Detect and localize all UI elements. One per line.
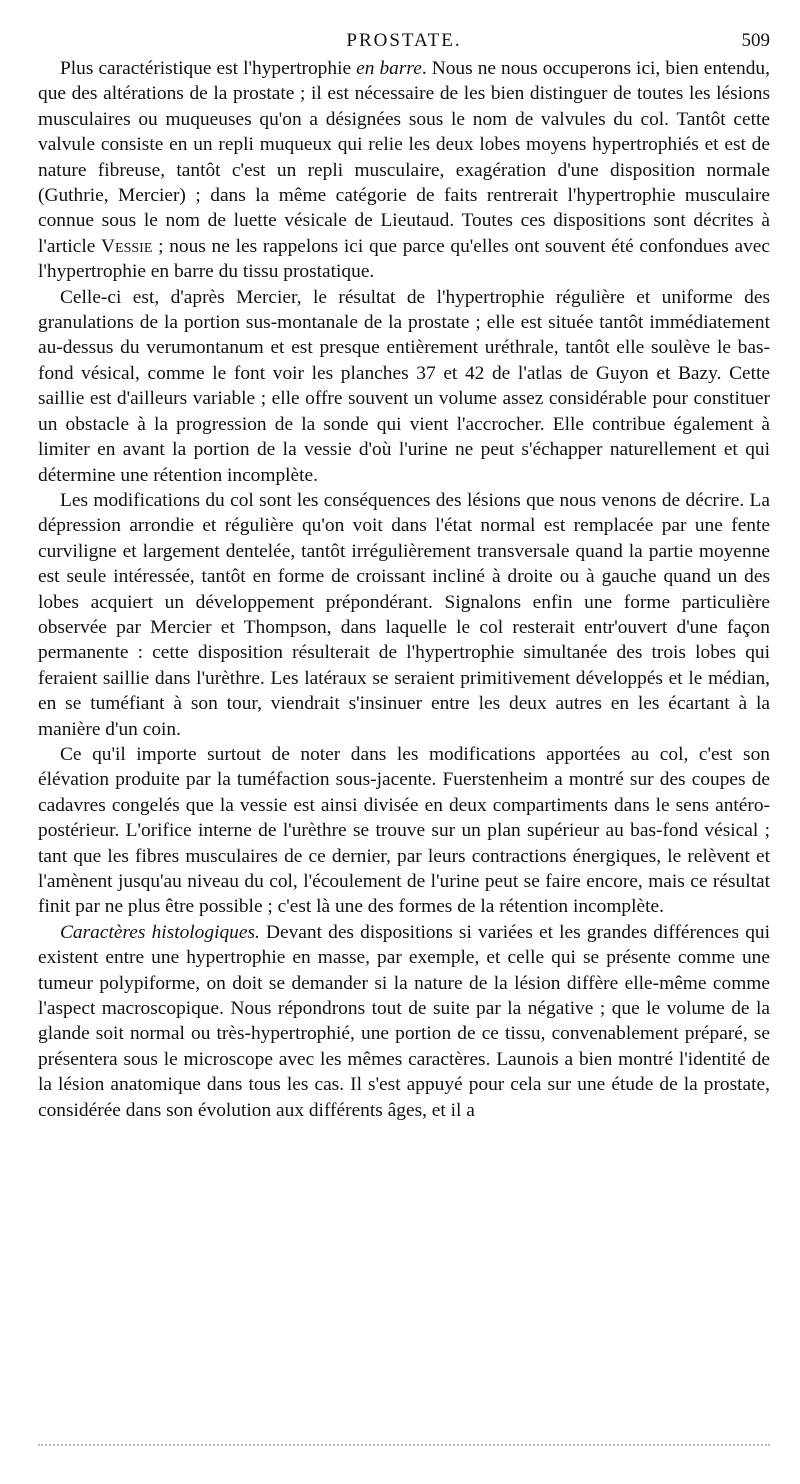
footer-divider — [38, 1444, 770, 1446]
text-run: Plus caractéristique est l'hypertrophie — [60, 58, 357, 79]
book-page — [38, 22, 770, 1123]
text-run: Les modifications du col sont les conséquences des lésions que nous venons de décrire. La dépression arrondie et régulière qu'on voit dans l'état normal est remplacée par une fente curviligne et largement dentelée, tantôt irrégulièrement transversale quand la partie moyenne est seule intéressée, tantôt en forme de croissant incliné à droite ou à gauche quand un des lobes acquiert un développement prépondérant. Signalons enfin une forme particulière observée par Mercier et Thompson, dans laquelle le col resterait entr'ouvert d'une façon permanente : cette disposition résulterait de l'hypertrophie simultanée des trois lobes qui feraient saillie dans l'urèthre. Les latéraux se seraient primitivement développés et le médian, en se tuméfiant à son tour, viendrait s'insinuer entre les deux autres en les écartant à la manière d'un coin. — [38, 489, 770, 740]
text-run: Ce qu'il importe surtout de noter dans les modifications apportées au col, c'est son élévation produite par la tuméfaction sous-jacente. Fuerstenheim a montré sur des coupes de cadavres congelés que la vessie est ainsi divisée en deux compartiments dans le sens antéro-postérieur. L'orifice interne de l'urèthre se trouve sur un plan supérieur au bas-fond vésical ; tant que les fibres musculaires de ce dernier, par leurs contractions énergiques, le relèvent et l'amènent jusqu'au niveau du col, l'écoulement de l'urine peut se faire encore, mais ce résultat finit par ne plus être possible ; c'est là une des formes de la rétention incomplète. — [38, 743, 770, 918]
paragraph-elevation-du-col — [38, 742, 770, 920]
paragraph-caracteres-histologiques — [38, 920, 770, 1123]
text-run: . Nous ne nous occuperons ici, bien entendu, que des altérations de la prostate ; il est nécessaire de les bien distinguer de toutes les lésions musculaires ou muqueuses qu'on a désignées sous le nom de valvules du col. Tantôt cette valvule consiste en un repli muqueux qui relie les deux lobes moyens hypertrophiés et est de nature fibreuse, tantôt c'est un repli musculaire, exagération d'une disposition normale (Guthrie, Mercier) ; dans la même catégorie de faits rentrerait l'hypertrophie musculaire connue sous le nom de luette vésicale de Lieutaud. Toutes ces dispositions sont décrites à l'article — [38, 58, 770, 257]
section-heading-inline: Caractères histologiques. — [60, 921, 260, 943]
page-number: 509 — [741, 30, 770, 51]
text-run: Celle-ci est, d'après Mercier, le résultat de l'hypertrophie régulière et uniforme des granulations de la portion sus-montanale de la prostate ; elle est située tantôt immédiatement au-dessus du verumontanum et est presque entièrement uréthrale, tantôt elle soulève le bas-fond vésical, comme le font voir les planches 37 et 42 de l'atlas de Guyon et Bazy. Cette saillie est d'ailleurs variable ; elle offre souvent un volume assez considérable pour constituer un obstacle à la progression de la sonde qui vient l'accrocher. Elle contribue également à limiter en avant la portion de la vessie d'où l'urine ne peut s'échapper naturellement et qui détermine une rétention incomplète. — [38, 286, 770, 486]
cross-reference: Vessie — [101, 235, 153, 257]
text-run: Devant des dispositions si variées et les grandes différences qui existent entre une hypertrophie en masse, par exemple, et celle qui se présente comme une tumeur polypiforme, on doit se demander si la nature de la lésion diffère elle-même comme l'aspect macroscopique. Nous répondrons tout de suite par la négative ; que le volume de la glande soit normal ou très-hypertrophié, une portion de ce tissu, convenablement préparé, se présentera sous le microscope avec les mêmes caractères. Launois a bien montré l'identité de la lésion anatomique dans tous les cas. Il s'est appuyé pour cela sur une étude de la prostate, considérée dans son évolution aux différents âges, et il a — [38, 921, 770, 1121]
text-run: ; nous ne les rappelons ici que parce qu'elles ont souvent été confondues avec l'hypertrophie en barre du tissu prostatique. — [38, 235, 771, 283]
italic-term: en barre — [356, 58, 422, 79]
paragraph-mercier — [38, 285, 770, 488]
paragraph-hypertrophie-en-barre — [38, 56, 770, 285]
paragraph-modifications-du-col — [38, 488, 770, 742]
body-text — [38, 56, 770, 1123]
running-title: PROSTATE. — [346, 30, 462, 51]
page-header — [38, 22, 770, 56]
